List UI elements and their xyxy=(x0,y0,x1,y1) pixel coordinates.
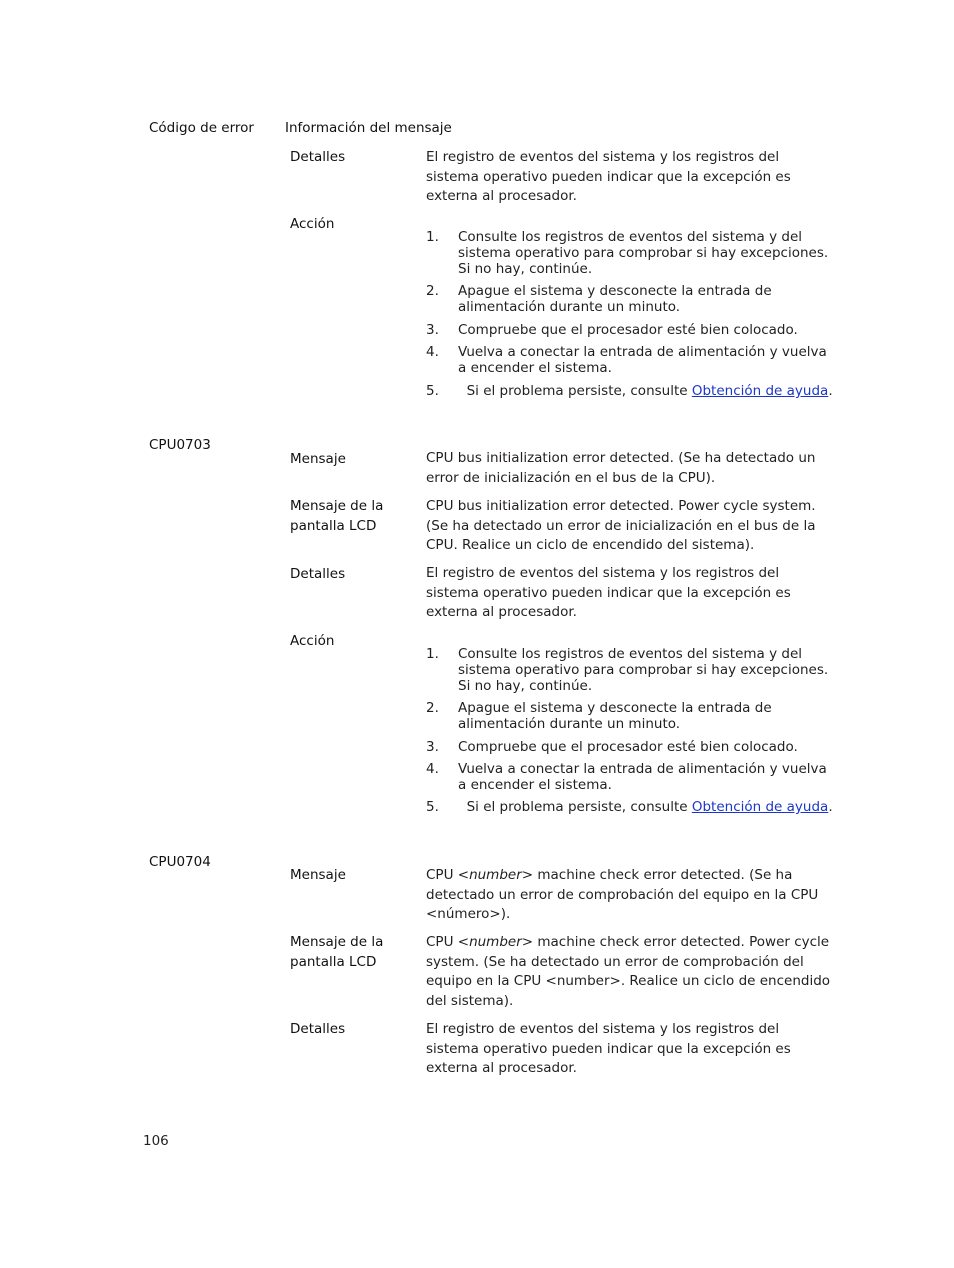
step-text xyxy=(458,383,833,399)
step-number: 2. xyxy=(426,700,439,716)
message-text-post: > machine check error detected. (Se ha detectado un error de comprobación del equipo en la CPU <número>). xyxy=(426,867,819,922)
action-label: Acción xyxy=(290,216,335,232)
details-text: El registro de eventos del sistema y los registros del sistema operativo pueden indicar que la excepción es externa al procesador. xyxy=(426,565,791,620)
column-header-message-info: Información del mensaje xyxy=(285,120,452,136)
step-text: Apague el sistema y desconecte la entrada de alimentación durante un minuto. xyxy=(458,283,772,315)
page-number: 106 xyxy=(143,1133,169,1149)
lcd-message-label: Mensaje de la pantalla LCD xyxy=(290,498,384,534)
message-label: Mensaje xyxy=(290,451,346,467)
error-code: CPU0703 xyxy=(149,437,211,453)
details-label: Detalles xyxy=(290,1021,346,1037)
step-text: Apague el sistema y desconecte la entrada de alimentación durante un minuto. xyxy=(458,700,772,732)
message-label: Mensaje xyxy=(290,867,346,883)
step-number: 2. xyxy=(426,283,439,299)
details-label: Detalles xyxy=(290,149,346,165)
details-text: El registro de eventos del sistema y los registros del sistema operativo pueden indicar que la excepción es externa al procesador. xyxy=(426,149,791,204)
step-number: 3. xyxy=(426,739,439,755)
lcd-message-text: CPU bus initialization error detected. Power cycle system. (Se ha detectado un error de inicialización en el bus de la CPU. Realice un ciclo de encendido del sistema). xyxy=(426,498,816,553)
lcd-text-post: > machine check error detected. Power cycle system. (Se ha detectado un error de comprobación del equipo en la CPU <number>. Realice un ciclo de encendido del sistema). xyxy=(426,934,831,1009)
step-text: Vuelva a conectar la entrada de alimentación y vuelva a encender el sistema. xyxy=(458,344,827,376)
lcd-variable: number xyxy=(469,934,522,950)
step-text-suffix: . xyxy=(828,799,833,815)
details-text: El registro de eventos del sistema y los registros del sistema operativo pueden indicar que la excepción es externa al procesador. xyxy=(426,1021,791,1076)
step-text: Consulte los registros de eventos del sistema y del sistema operativo para comprobar si hay excepciones. Si no hay, continúe. xyxy=(458,646,829,694)
step-text-suffix: . xyxy=(828,383,833,399)
step-text xyxy=(458,799,833,815)
lcd-message-label: Mensaje de la pantalla LCD xyxy=(290,934,384,970)
error-code: CPU0704 xyxy=(149,854,211,870)
step-number: 4. xyxy=(426,761,439,777)
message-variable: number xyxy=(469,867,522,883)
message-text: CPU bus initialization error detected. (Se ha detectado un error de inicialización en el bus de la CPU). xyxy=(426,450,816,486)
action-label: Acción xyxy=(290,633,335,649)
column-header-error-code: Código de error xyxy=(149,120,254,136)
step-number: 1. xyxy=(426,229,439,245)
step-number: 4. xyxy=(426,344,439,360)
step-text: Vuelva a conectar la entrada de alimentación y vuelva a encender el sistema. xyxy=(458,761,827,793)
step-number: 5. xyxy=(426,383,439,399)
step-text: Consulte los registros de eventos del sistema y del sistema operativo para comprobar si hay excepciones. Si no hay, continúe. xyxy=(458,229,829,277)
message-text-pre: CPU < xyxy=(426,867,470,883)
details-label: Detalles xyxy=(290,566,346,582)
step-number: 5. xyxy=(426,799,439,815)
step-text: Compruebe que el procesador esté bien colocado. xyxy=(458,322,798,338)
help-link[interactable]: Obtención de ayuda xyxy=(691,383,829,399)
step-number: 3. xyxy=(426,322,439,338)
message-text xyxy=(426,866,831,925)
help-link[interactable]: Obtención de ayuda xyxy=(691,799,829,815)
lcd-text-pre: CPU < xyxy=(426,934,470,950)
step-text-prefix: Si el problema persiste, consulte xyxy=(458,799,692,815)
lcd-message-text xyxy=(426,933,831,1011)
step-text: Compruebe que el procesador esté bien colocado. xyxy=(458,739,798,755)
step-number: 1. xyxy=(426,646,439,662)
step-text-prefix: Si el problema persiste, consulte xyxy=(458,383,692,399)
